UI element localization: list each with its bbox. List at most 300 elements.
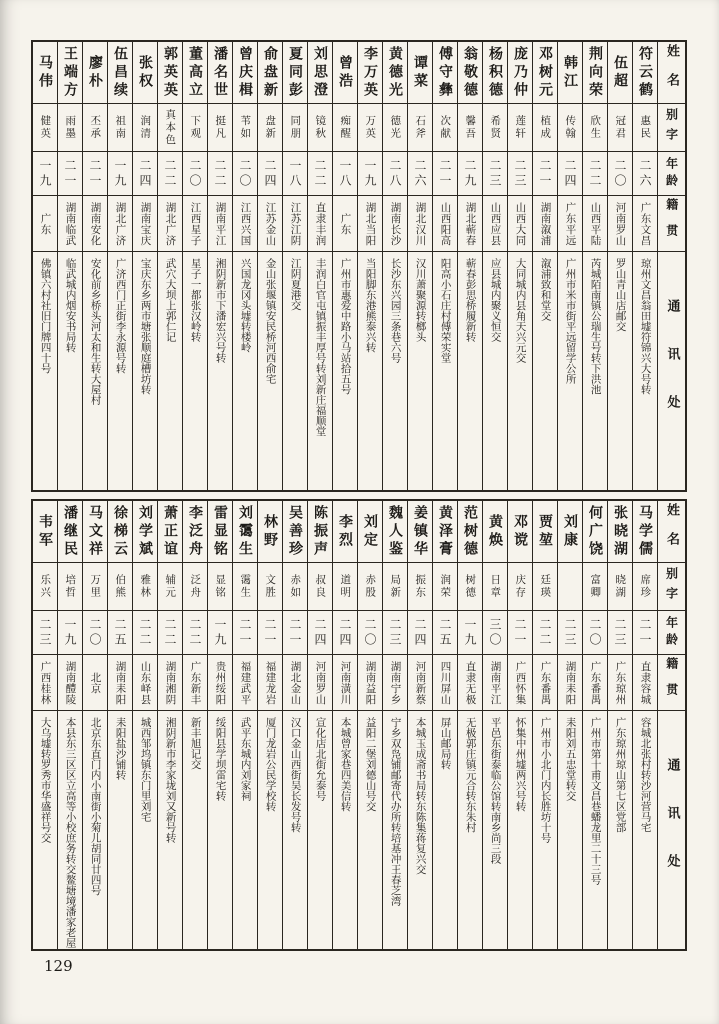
person-address: 蕲春彭思桥履新转 [464, 258, 477, 342]
person-courtesy: 霭生 [233, 563, 257, 611]
tables-area [31, 40, 687, 951]
person-courtesy: 植成 [533, 104, 557, 152]
column-header-native: 籍贯 [658, 196, 685, 252]
person-age: 二二 [158, 611, 182, 655]
person-age: 二一 [508, 611, 532, 655]
person-address: 应县城内聚义恒交 [489, 258, 502, 342]
person-column [357, 501, 382, 949]
person-native: 湖南溆浦 [533, 196, 557, 252]
person-courtesy: 赤如 [283, 563, 307, 611]
person-native: 山西阳高 [433, 196, 457, 252]
person-courtesy: 下观 [183, 104, 207, 152]
person-name: 刘康 [558, 501, 582, 563]
person-courtesy: 文胜 [258, 563, 282, 611]
person-column [232, 501, 257, 949]
person-name: 夏同彭 [283, 42, 307, 104]
person-name: 黄焕 [483, 501, 507, 563]
person-courtesy: 祖南 [108, 104, 132, 152]
person-column [257, 501, 282, 949]
person-age: 二三 [383, 611, 407, 655]
person-name: 刘定 [358, 501, 382, 563]
person-address: 佛镇六村社旧门牌四十号 [39, 258, 52, 374]
person-native: 河南潢川 [333, 655, 357, 711]
person-address: 江阴夏港交 [289, 258, 302, 311]
person-courtesy: 辅元 [158, 563, 182, 611]
person-native: 山西应县 [483, 196, 507, 252]
person-native: 湖北蕲春 [458, 196, 482, 252]
person-name: 傅守彝 [433, 42, 457, 104]
column-header-address: 通讯处 [664, 299, 680, 443]
person-courtesy: 万英 [358, 104, 382, 152]
directory-table-top [31, 40, 687, 492]
person-name: 潘名世 [208, 42, 232, 104]
person-native: 江西星子 [183, 196, 207, 252]
person-name: 徐梯云 [108, 501, 132, 563]
person-address: 安化前乡桥头河太和生转大屋村 [89, 258, 102, 405]
column-header-courtesy: 别字 [658, 563, 685, 611]
person-courtesy: 道明 [333, 563, 357, 611]
person-courtesy: 润荣 [433, 563, 457, 611]
person-column [507, 501, 532, 949]
person-courtesy: 润清 [133, 104, 157, 152]
person-column [82, 501, 107, 949]
person-name: 王端方 [58, 42, 82, 104]
person-courtesy: 叔良 [308, 563, 332, 611]
person-address: 大同城内县角天兴元交 [514, 258, 527, 363]
person-address: 本城玉成斋书局转东陈集蒋复兴交 [414, 717, 427, 875]
person-courtesy: 雨墨 [58, 104, 82, 152]
person-name: 马文祥 [83, 501, 107, 563]
person-name: 张权 [133, 42, 157, 104]
person-age: 一九 [208, 611, 232, 655]
person-column [532, 42, 557, 490]
header-column [657, 501, 685, 949]
person-age: 一九 [458, 611, 482, 655]
person-column [182, 42, 207, 490]
person-native: 湖南耒阳 [108, 655, 132, 711]
person-courtesy: 馨吾 [458, 104, 482, 152]
person-courtesy: 席珍 [633, 563, 657, 611]
person-courtesy: 廷瑛 [533, 563, 557, 611]
person-name: 韦军 [33, 501, 57, 563]
person-native: 湖北广济 [158, 196, 182, 252]
person-age: 一八 [283, 152, 307, 196]
person-column [207, 501, 232, 949]
person-age: 二二 [133, 611, 157, 655]
person-address: 芮城陌南镇公瑞生号转下洪池 [589, 258, 602, 395]
person-column [557, 501, 582, 949]
person-address: 长沙东兴园三条巷六号 [389, 258, 402, 363]
person-address: 广东琼州琼山第七区党部 [614, 717, 627, 833]
person-age: 二四 [333, 611, 357, 655]
person-address: 无极郭庄镇元合转东朱村 [464, 717, 477, 833]
person-courtesy [558, 563, 582, 611]
person-column [57, 42, 82, 490]
column-header-age: 年龄 [658, 152, 685, 196]
person-name: 雷显铭 [208, 501, 232, 563]
person-native: 湖南宁乡 [383, 655, 407, 711]
person-column [207, 42, 232, 490]
person-column [582, 42, 607, 490]
person-native: 山东峄县 [133, 655, 157, 711]
person-address: 怀集中州墟两兴号转 [514, 717, 527, 812]
person-courtesy: 惠民 [633, 104, 657, 152]
person-name: 范树德 [458, 501, 482, 563]
person-column [457, 501, 482, 949]
person-name: 伍超 [608, 42, 632, 104]
column-header-name: 姓名 [658, 42, 685, 104]
person-column [307, 501, 332, 949]
person-courtesy: 希贤 [483, 104, 507, 152]
person-age: 二三 [608, 611, 632, 655]
person-native: 广东平远 [558, 196, 582, 252]
person-native: 湖南湘阴 [158, 655, 182, 711]
column-header-age: 年龄 [658, 611, 685, 655]
person-courtesy: 万里 [83, 563, 107, 611]
person-name: 廖朴 [83, 42, 107, 104]
person-age: 二一 [433, 152, 457, 196]
person-native: 江苏江阴 [283, 196, 307, 252]
person-courtesy: 健英 [33, 104, 57, 152]
person-name: 刘霭生 [233, 501, 257, 563]
column-header-address: 通讯处 [664, 758, 680, 902]
person-name: 姜镇华 [408, 501, 432, 563]
person-address: 星子一都张汉岭转 [189, 258, 202, 342]
person-native: 广东番禺 [533, 655, 557, 711]
person-address: 容城北张村转沙河营马宅 [639, 717, 652, 833]
page-number: 129 [44, 957, 73, 975]
person-column [332, 42, 357, 490]
person-age: 二〇 [608, 152, 632, 196]
person-courtesy: 苇如 [233, 104, 257, 152]
person-courtesy: 镜秋 [308, 104, 332, 152]
person-courtesy: 传翰 [558, 104, 582, 152]
directory-table-bottom [31, 499, 687, 951]
person-native: 江苏金山 [258, 196, 282, 252]
person-name: 符云鹤 [633, 42, 657, 104]
person-address: 湘阴新市下潘宏兴号转 [214, 258, 227, 363]
person-native: 贵州绥阳 [208, 655, 232, 711]
person-age: 二三 [483, 152, 507, 196]
person-address: 耒阳刘五忠堂转交 [564, 717, 577, 801]
person-address: 罗山青山店邮交 [614, 258, 627, 332]
person-address: 溆浦致和堂交 [539, 258, 552, 321]
person-courtesy: 日章 [483, 563, 507, 611]
person-age: 三〇 [483, 611, 507, 655]
person-native: 河南罗山 [608, 196, 632, 252]
person-courtesy: 石斧 [408, 104, 432, 152]
person-address: 武平东城内刘家祠 [239, 717, 252, 801]
person-courtesy: 冠君 [608, 104, 632, 152]
person-age: 二八 [383, 152, 407, 196]
person-address: 湘阴新市李家垅刘又新号转 [164, 717, 177, 843]
person-native: 湖南长沙 [383, 196, 407, 252]
person-name: 刘思澄 [308, 42, 332, 104]
person-name: 黄德光 [383, 42, 407, 104]
person-native: 广东 [33, 196, 57, 252]
person-address: 广州市米市街平远留学公所 [564, 258, 577, 384]
person-age: 二九 [458, 152, 482, 196]
person-courtesy: 泛舟 [183, 563, 207, 611]
person-address: 平邑东街泰临公馆转南乡尚三段 [489, 717, 502, 864]
person-age: 二二 [533, 611, 557, 655]
person-age: 二二 [158, 152, 182, 196]
person-address: 金山张堰镇安民桥河西俞宅 [264, 258, 277, 384]
person-name: 魏人鉴 [383, 501, 407, 563]
person-name: 张晓湖 [608, 501, 632, 563]
person-age: 二六 [408, 152, 432, 196]
person-name: 邓谠 [508, 501, 532, 563]
person-name: 邓树元 [533, 42, 557, 104]
person-age: 一九 [108, 152, 132, 196]
person-column [182, 501, 207, 949]
person-age: 二二 [183, 611, 207, 655]
person-column [632, 42, 657, 490]
person-native: 直隶丰润 [308, 196, 332, 252]
person-address: 广济西门正街李永源号转 [114, 258, 127, 374]
person-address: 益阳二堡刘德山号交 [364, 717, 377, 812]
person-native: 四川屏山 [433, 655, 457, 711]
person-age: 二三 [508, 152, 532, 196]
person-courtesy: 伯熊 [108, 563, 132, 611]
person-age: 二一 [58, 152, 82, 196]
person-native: 湖南安化 [83, 196, 107, 252]
person-address: 广州市小北门内长胜坊十号 [539, 717, 552, 843]
person-native: 河南罗山 [308, 655, 332, 711]
person-address: 城西邹坞镇东门里刘宅 [139, 717, 152, 822]
person-age: 二一 [258, 611, 282, 655]
person-column [157, 42, 182, 490]
person-address: 本县东三区区立高等小校庶务转交鳌塘境潘家老屋 [64, 717, 77, 948]
person-column [107, 501, 132, 949]
person-name: 郭英英 [158, 42, 182, 104]
person-age: 二一 [283, 611, 307, 655]
person-column [232, 42, 257, 490]
person-column [432, 501, 457, 949]
person-name: 潘继民 [58, 501, 82, 563]
person-courtesy: 晓湖 [608, 563, 632, 611]
person-age: 二一 [233, 611, 257, 655]
person-column [157, 501, 182, 949]
person-courtesy: 丕承 [83, 104, 107, 152]
person-native: 湖北汉川 [408, 196, 432, 252]
person-column [257, 42, 282, 490]
person-age: 二四 [308, 611, 332, 655]
person-column [432, 42, 457, 490]
person-age: 二二 [308, 152, 332, 196]
person-age: 二四 [133, 152, 157, 196]
person-courtesy: 同朋 [283, 104, 307, 152]
person-name: 林野 [258, 501, 282, 563]
person-native: 湖北广济 [108, 196, 132, 252]
person-age: 一九 [33, 152, 57, 196]
person-name: 翁敬德 [458, 42, 482, 104]
person-native: 江西兴国 [233, 196, 257, 252]
person-age: 二〇 [83, 611, 107, 655]
person-column [332, 501, 357, 949]
person-native: 湖南醴陵 [58, 655, 82, 711]
person-age: 二一 [533, 152, 557, 196]
person-column [282, 501, 307, 949]
person-native: 广东新丰 [183, 655, 207, 711]
person-address: 新丰旭记交 [189, 717, 202, 770]
person-name: 刘学斌 [133, 501, 157, 563]
person-column [607, 501, 632, 949]
person-age: 二〇 [583, 611, 607, 655]
person-age: 二四 [558, 152, 582, 196]
person-courtesy: 局新 [383, 563, 407, 611]
person-name: 庞乃仲 [508, 42, 532, 104]
person-column [282, 42, 307, 490]
person-name: 陈振声 [308, 501, 332, 563]
person-age: 二五 [433, 611, 457, 655]
person-name: 董高立 [183, 42, 207, 104]
person-courtesy: 真本色 [158, 104, 182, 152]
person-address: 宁乡双凫铺邮寄代办所转培基冲王春芝湾 [389, 717, 402, 906]
person-courtesy: 雅林 [133, 563, 157, 611]
person-address: 绥阳县学坝雷宅转 [214, 717, 227, 801]
person-native: 湖南平江 [483, 655, 507, 711]
person-courtesy: 显铭 [208, 563, 232, 611]
person-age: 一九 [358, 152, 382, 196]
person-courtesy: 次献 [433, 104, 457, 152]
person-name: 黄泽膏 [433, 501, 457, 563]
person-column [482, 501, 507, 949]
person-name: 贾堃 [533, 501, 557, 563]
person-age: 二三 [558, 611, 582, 655]
person-courtesy: 莲轩 [508, 104, 532, 152]
person-name: 杨积德 [483, 42, 507, 104]
person-address: 本城曾家巷四美信转 [339, 717, 352, 812]
person-name: 吴善珍 [283, 501, 307, 563]
person-age: 二〇 [233, 152, 257, 196]
person-name: 马学儒 [633, 501, 657, 563]
person-name: 伍昌续 [108, 42, 132, 104]
column-header-native: 籍贯 [658, 655, 685, 711]
person-address: 当阳脚东港熊泰兴转 [364, 258, 377, 353]
person-courtesy: 欣生 [583, 104, 607, 152]
person-courtesy: 痴醒 [333, 104, 357, 152]
person-native: 湖南益阳 [358, 655, 382, 711]
person-courtesy: 挺凡 [208, 104, 232, 152]
person-address: 丰润白官屯镇振丰厚号转刘新庄福顺堂 [314, 258, 327, 437]
person-courtesy: 盘新 [258, 104, 282, 152]
person-column [557, 42, 582, 490]
person-courtesy: 树德 [458, 563, 482, 611]
person-column [507, 42, 532, 490]
person-column [382, 42, 407, 490]
person-courtesy: 赤殷 [358, 563, 382, 611]
person-native: 山西平陆 [583, 196, 607, 252]
person-age: 二六 [633, 152, 657, 196]
person-age: 二二 [208, 152, 232, 196]
person-age: 二一 [633, 611, 657, 655]
person-address: 广州市惠爱中路小马站拾五号 [339, 258, 352, 395]
person-courtesy: 德光 [383, 104, 407, 152]
person-native: 广东 [333, 196, 357, 252]
person-courtesy: 培哲 [58, 563, 82, 611]
person-native: 湖南平江 [208, 196, 232, 252]
person-name: 马伟 [33, 42, 57, 104]
person-column [82, 42, 107, 490]
person-age: 二〇 [358, 611, 382, 655]
person-native: 北京 [83, 655, 107, 711]
person-name: 萧正谊 [158, 501, 182, 563]
person-native: 湖北金山 [283, 655, 307, 711]
person-age: 二五 [108, 611, 132, 655]
person-column [132, 42, 157, 490]
person-native: 河南新蔡 [408, 655, 432, 711]
person-address: 琼州文昌翁田墟符锦兴大号转 [639, 258, 652, 395]
person-native: 湖南宝庆 [133, 196, 157, 252]
person-address: 汉川萧聚源转榔头 [414, 258, 427, 342]
person-address: 宣化店北街允泰号 [314, 717, 327, 801]
person-native: 广东文昌 [633, 196, 657, 252]
person-name: 李烈 [333, 501, 357, 563]
person-courtesy: 乐兴 [33, 563, 57, 611]
header-column [657, 42, 685, 490]
person-name: 曾浩 [333, 42, 357, 104]
person-native: 广东番禺 [583, 655, 607, 711]
person-native: 山西大同 [508, 196, 532, 252]
person-column [482, 42, 507, 490]
person-age: 二四 [408, 611, 432, 655]
person-column [532, 501, 557, 949]
person-native: 直隶容城 [633, 655, 657, 711]
person-name: 荆向荣 [583, 42, 607, 104]
person-address: 武穴大坝上郭仁记 [164, 258, 177, 342]
person-native: 湖北当阳 [358, 196, 382, 252]
person-age: 二二 [583, 152, 607, 196]
person-name: 俞盘新 [258, 42, 282, 104]
person-native: 湖南耒阳 [558, 655, 582, 711]
person-address: 屏山邮局转 [439, 717, 452, 770]
person-native: 广西怀集 [508, 655, 532, 711]
person-address: 阳高小石庄村傅荣实堂 [439, 258, 452, 363]
person-age: 二四 [258, 152, 282, 196]
person-name: 李泛舟 [183, 501, 207, 563]
person-address: 厦门龙岩公民学校转 [264, 717, 277, 812]
person-column [33, 42, 57, 490]
person-courtesy: 庆存 [508, 563, 532, 611]
person-name: 李万英 [358, 42, 382, 104]
person-column [607, 42, 632, 490]
person-name: 谭菜 [408, 42, 432, 104]
person-column [33, 501, 57, 949]
person-address: 大乌墟转罗秀市华盛祥号交 [39, 717, 52, 843]
person-address: 广州市第十甫文昌巷蟠龙里二十三号 [589, 717, 602, 885]
person-column [357, 42, 382, 490]
person-courtesy: 富卿 [583, 563, 607, 611]
person-address: 耒阳盐沙铺转 [114, 717, 127, 780]
person-address: 兴国龙冈头墟转楼岭 [239, 258, 252, 353]
person-address: 宝庆东乡两市塘张顺庭槽坊转 [139, 258, 152, 395]
person-address: 北京东直门内小南街小菊儿胡同廿四号 [89, 717, 102, 896]
person-column [307, 42, 332, 490]
person-name: 曾庆楫 [233, 42, 257, 104]
person-age: 二一 [83, 152, 107, 196]
person-native: 直隶无极 [458, 655, 482, 711]
person-age: 二〇 [183, 152, 207, 196]
person-name: 何广饶 [583, 501, 607, 563]
person-column [582, 501, 607, 949]
person-name: 韩江 [558, 42, 582, 104]
column-header-courtesy: 别字 [658, 104, 685, 152]
person-native: 福建龙岩 [258, 655, 282, 711]
person-column [457, 42, 482, 490]
person-column [107, 42, 132, 490]
person-courtesy: 振东 [408, 563, 432, 611]
